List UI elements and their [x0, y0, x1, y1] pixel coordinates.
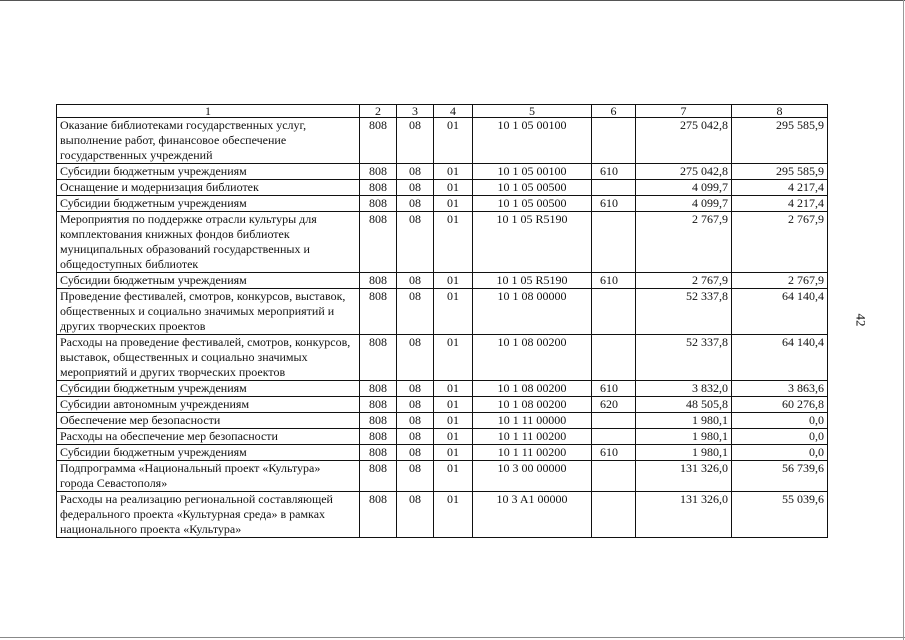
row-cell-c3: 08	[397, 164, 434, 180]
budget-table	[56, 104, 828, 538]
row-cell-c6	[592, 492, 636, 538]
table-row	[57, 212, 828, 273]
row-cell-c5: 10 1 05 R5190	[473, 273, 592, 289]
table-row	[57, 164, 828, 180]
table-row	[57, 118, 828, 164]
table-row	[57, 413, 828, 429]
scan-bottom-edge	[0, 637, 905, 638]
row-cell-c8: 0,0	[732, 413, 828, 429]
header-cell: 8	[732, 105, 828, 118]
row-cell-c3: 08	[397, 335, 434, 381]
page-number: 42	[853, 313, 869, 327]
row-cell-c8: 4 217,4	[732, 196, 828, 212]
table-row	[57, 445, 828, 461]
row-name-cell: Обеспечение мер безопасности	[57, 413, 360, 429]
row-name-cell: Субсидии бюджетным учреждениям	[57, 164, 360, 180]
row-cell-c2: 808	[360, 429, 397, 445]
row-cell-c5: 10 3 A1 00000	[473, 492, 592, 538]
row-cell-c7: 52 337,8	[636, 335, 732, 381]
row-cell-c4: 01	[434, 381, 473, 397]
row-cell-c5: 10 1 05 00100	[473, 164, 592, 180]
header-row	[57, 105, 828, 118]
row-cell-c2: 808	[360, 445, 397, 461]
row-cell-c6: 620	[592, 397, 636, 413]
row-name-cell: Расходы на реализацию региональной составляющей федерального проекта «Культурная среда» в рамках национального проекта «Культура»	[57, 492, 360, 538]
row-cell-c6: 610	[592, 273, 636, 289]
row-cell-c2: 808	[360, 413, 397, 429]
row-cell-c2: 808	[360, 164, 397, 180]
row-cell-c6	[592, 212, 636, 273]
row-cell-c6	[592, 289, 636, 335]
row-cell-c7: 275 042,8	[636, 164, 732, 180]
row-cell-c7: 3 832,0	[636, 381, 732, 397]
row-cell-c8: 2 767,9	[732, 212, 828, 273]
row-cell-c2: 808	[360, 180, 397, 196]
table-row	[57, 381, 828, 397]
row-cell-c3: 08	[397, 118, 434, 164]
row-cell-c3: 08	[397, 196, 434, 212]
row-cell-c3: 08	[397, 381, 434, 397]
row-cell-c6: 610	[592, 445, 636, 461]
row-cell-c6: 610	[592, 381, 636, 397]
row-cell-c6	[592, 413, 636, 429]
row-name-cell: Субсидии бюджетным учреждениям	[57, 273, 360, 289]
table-row	[57, 492, 828, 538]
row-cell-c4: 01	[434, 164, 473, 180]
table-row	[57, 180, 828, 196]
table-row	[57, 196, 828, 212]
row-cell-c5: 10 1 08 00200	[473, 335, 592, 381]
row-cell-c2: 808	[360, 212, 397, 273]
row-name-cell: Субсидии бюджетным учреждениям	[57, 196, 360, 212]
row-name-cell: Оказание библиотеками государственных услуг, выполнение работ, финансовое обеспечение государственных учреждений	[57, 118, 360, 164]
row-cell-c3: 08	[397, 212, 434, 273]
row-cell-c8: 55 039,6	[732, 492, 828, 538]
row-name-cell: Подпрограмма «Национальный проект «Культура» города Севастополя»	[57, 461, 360, 492]
row-cell-c2: 808	[360, 196, 397, 212]
row-cell-c5: 10 1 11 00200	[473, 445, 592, 461]
row-name-cell: Мероприятия по поддержке отрасли культуры для комплектования книжных фондов библиотек муниципальных образований государственных и общедоступных библиотек	[57, 212, 360, 273]
row-cell-c7: 2 767,9	[636, 273, 732, 289]
row-cell-c7: 1 980,1	[636, 445, 732, 461]
row-cell-c3: 08	[397, 492, 434, 538]
row-cell-c6	[592, 429, 636, 445]
row-cell-c4: 01	[434, 180, 473, 196]
row-name-cell: Субсидии бюджетным учреждениям	[57, 445, 360, 461]
row-cell-c8: 64 140,4	[732, 289, 828, 335]
row-cell-c5: 10 3 00 00000	[473, 461, 592, 492]
header-cell: 5	[473, 105, 592, 118]
header-cell: 6	[592, 105, 636, 118]
row-cell-c4: 01	[434, 289, 473, 335]
row-cell-c4: 01	[434, 429, 473, 445]
row-cell-c3: 08	[397, 445, 434, 461]
row-name-cell: Субсидии бюджетным учреждениям	[57, 381, 360, 397]
table-row	[57, 335, 828, 381]
row-cell-c8: 2 767,9	[732, 273, 828, 289]
row-cell-c6: 610	[592, 196, 636, 212]
row-cell-c6	[592, 335, 636, 381]
row-cell-c4: 01	[434, 273, 473, 289]
row-cell-c4: 01	[434, 461, 473, 492]
row-cell-c4: 01	[434, 118, 473, 164]
row-cell-c6	[592, 461, 636, 492]
row-cell-c3: 08	[397, 289, 434, 335]
header-cell: 1	[57, 105, 360, 118]
row-cell-c2: 808	[360, 492, 397, 538]
header-cell: 4	[434, 105, 473, 118]
row-cell-c2: 808	[360, 335, 397, 381]
row-cell-c3: 08	[397, 180, 434, 196]
row-cell-c7: 4 099,7	[636, 180, 732, 196]
row-cell-c3: 08	[397, 273, 434, 289]
row-name-cell: Расходы на проведение фестивалей, смотров, конкурсов, выставок, общественных и социально значимых мероприятий и других творческих проектов	[57, 335, 360, 381]
row-cell-c3: 08	[397, 461, 434, 492]
row-cell-c7: 131 326,0	[636, 461, 732, 492]
header-cell: 3	[397, 105, 434, 118]
row-cell-c8: 0,0	[732, 445, 828, 461]
row-cell-c2: 808	[360, 461, 397, 492]
scan-right-edge	[903, 0, 904, 640]
row-cell-c7: 4 099,7	[636, 196, 732, 212]
row-cell-c4: 01	[434, 413, 473, 429]
row-cell-c8: 60 276,8	[732, 397, 828, 413]
row-cell-c4: 01	[434, 397, 473, 413]
row-cell-c4: 01	[434, 212, 473, 273]
header-cell: 2	[360, 105, 397, 118]
row-cell-c3: 08	[397, 397, 434, 413]
row-cell-c8: 56 739,6	[732, 461, 828, 492]
row-cell-c8: 295 585,9	[732, 118, 828, 164]
row-cell-c5: 10 1 08 00000	[473, 289, 592, 335]
row-cell-c4: 01	[434, 196, 473, 212]
row-cell-c2: 808	[360, 289, 397, 335]
row-cell-c2: 808	[360, 397, 397, 413]
row-cell-c2: 808	[360, 381, 397, 397]
row-cell-c3: 08	[397, 429, 434, 445]
row-name-cell: Оснащение и модернизация библиотек	[57, 180, 360, 196]
row-cell-c8: 0,0	[732, 429, 828, 445]
row-cell-c7: 1 980,1	[636, 429, 732, 445]
row-cell-c5: 10 1 05 00500	[473, 180, 592, 196]
row-cell-c5: 10 1 08 00200	[473, 397, 592, 413]
row-cell-c8: 3 863,6	[732, 381, 828, 397]
row-cell-c7: 52 337,8	[636, 289, 732, 335]
row-cell-c7: 48 505,8	[636, 397, 732, 413]
row-cell-c7: 131 326,0	[636, 492, 732, 538]
table-row	[57, 289, 828, 335]
row-cell-c5: 10 1 05 00100	[473, 118, 592, 164]
header-cell: 7	[636, 105, 732, 118]
table-row	[57, 461, 828, 492]
row-cell-c8: 64 140,4	[732, 335, 828, 381]
table-row	[57, 397, 828, 413]
row-cell-c7: 2 767,9	[636, 212, 732, 273]
table-row	[57, 273, 828, 289]
row-name-cell: Расходы на обеспечение мер безопасности	[57, 429, 360, 445]
row-cell-c7: 1 980,1	[636, 413, 732, 429]
row-cell-c2: 808	[360, 273, 397, 289]
row-cell-c5: 10 1 05 R5190	[473, 212, 592, 273]
row-cell-c4: 01	[434, 445, 473, 461]
row-cell-c5: 10 1 11 00200	[473, 429, 592, 445]
row-cell-c6: 610	[592, 164, 636, 180]
row-cell-c6	[592, 180, 636, 196]
row-cell-c3: 08	[397, 413, 434, 429]
table-row	[57, 429, 828, 445]
row-cell-c7: 275 042,8	[636, 118, 732, 164]
table-body	[57, 105, 828, 538]
row-name-cell: Проведение фестивалей, смотров, конкурсов, выставок, общественных и социально значимых мероприятий и других творческих проектов	[57, 289, 360, 335]
row-cell-c5: 10 1 08 00200	[473, 381, 592, 397]
scan-top-edge	[0, 0, 905, 1]
row-cell-c6	[592, 118, 636, 164]
row-name-cell: Субсидии автономным учреждениям	[57, 397, 360, 413]
row-cell-c8: 4 217,4	[732, 180, 828, 196]
row-cell-c8: 295 585,9	[732, 164, 828, 180]
row-cell-c4: 01	[434, 335, 473, 381]
row-cell-c2: 808	[360, 118, 397, 164]
row-cell-c5: 10 1 05 00500	[473, 196, 592, 212]
row-cell-c5: 10 1 11 00000	[473, 413, 592, 429]
row-cell-c4: 01	[434, 492, 473, 538]
